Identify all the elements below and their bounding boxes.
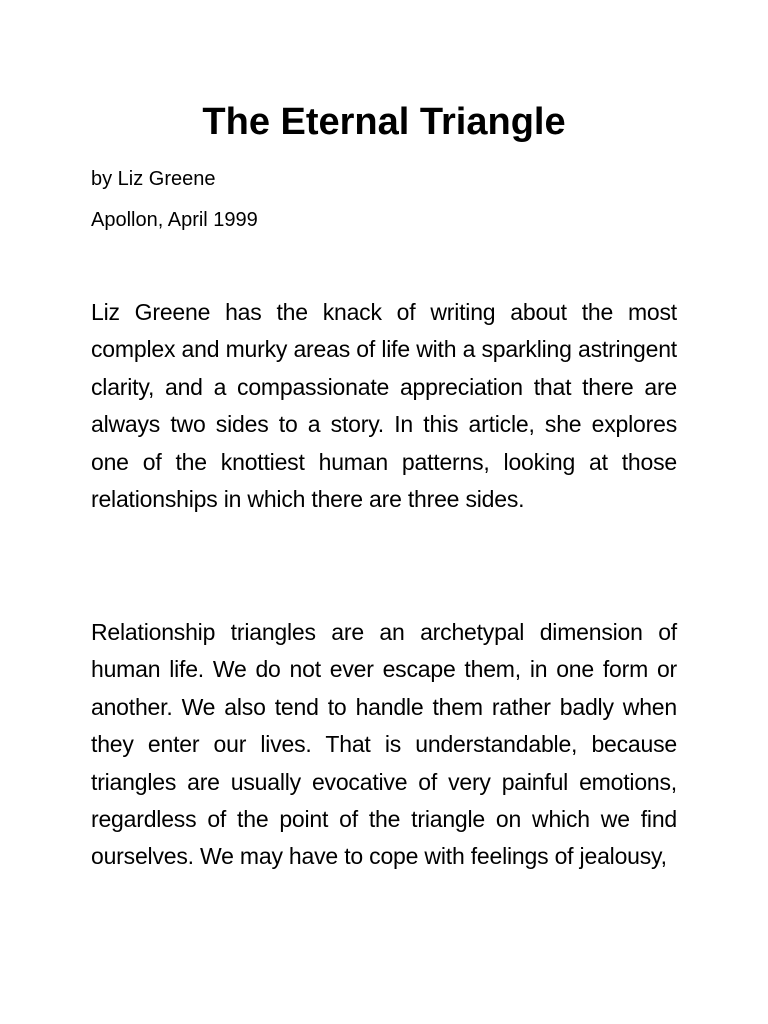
publication-line: Apollon, April 1999 — [91, 209, 258, 231]
intro-paragraph: Liz Greene has the knack of writing about the most complex and murky areas of life with a sparkling astringent clarity, and a compassionate appreciation that there are always two sides to a story. In this article, she explores one of the knottiest human patterns, looking at those relationships in which there are three sides. — [91, 299, 677, 513]
body-paragraph: Relationship triangles are an archetypal dimension of human life. We do not ever escape them, in one form or another. We also tend to handle them rather badly when they enter our lives. That is understandable, because triangles are usually evocative of very painful emotions, regardless of the point of the triangle on which we find ourselves. We may have to cope with feelings of jealousy, — [91, 619, 677, 870]
document-title: The Eternal Triangle — [202, 101, 566, 143]
author-line: by Liz Greene — [91, 168, 216, 190]
